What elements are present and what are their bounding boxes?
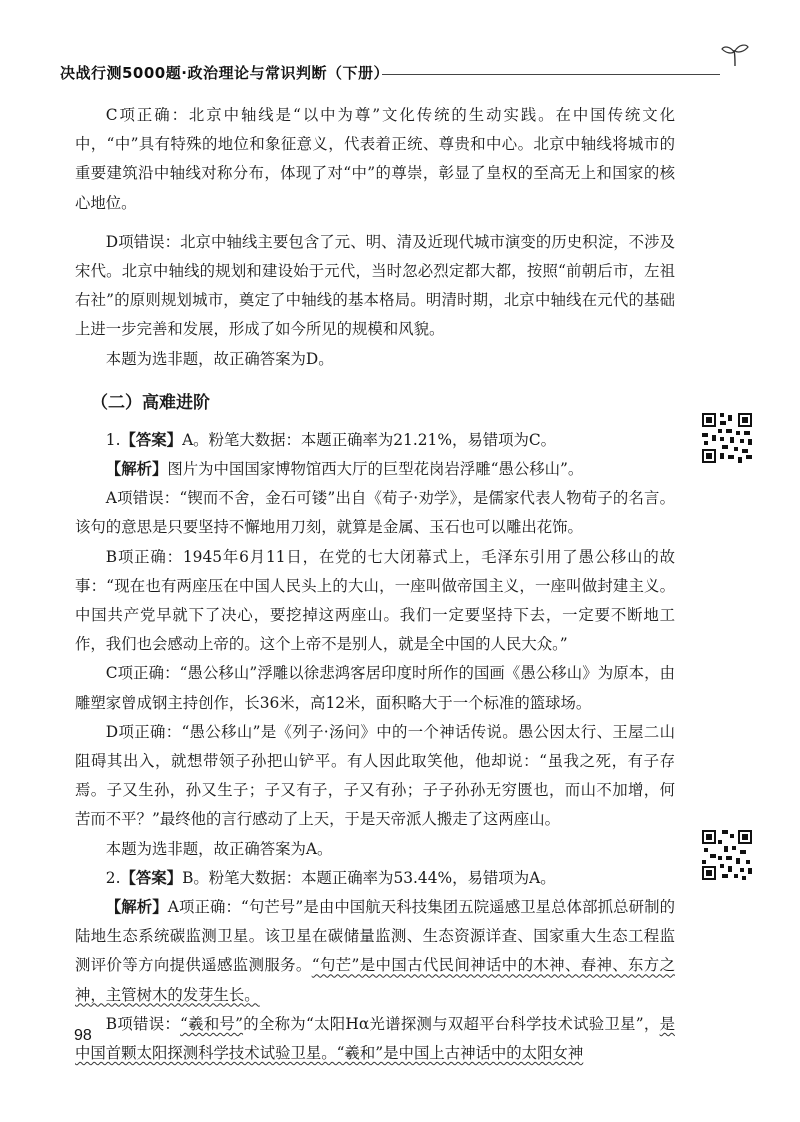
answer-text: B。粉笔大数据：本题正确率为53.44%，易错项为A。 [182,868,556,887]
analysis-label: 【解析】 [105,898,168,917]
question-number: 2. [105,868,121,887]
answer-line [75,426,675,455]
option-b-lead: B项错误： [105,1014,181,1033]
option-paragraph: D项正确：“愚公移山”是《列子·汤问》中的一个神话传说。愚公因太行、王屋二山阻碍其出入，就想带领子孙把山铲平。有人因此取笑他，他却说：“虽我之死，有子存焉。子又生孙，孙又生子；子又有子，子又有孙；子子孙孙无穷匮也，而山不加增，何苦而不平？”最终他的言行感动了上天，于是天帝派人搬走了这两座山。 [75,722,675,829]
answer-text: A。粉笔大数据：本题正确率为21.21%，易错项为C。 [182,430,557,449]
page-number: 98 [74,1027,92,1044]
page-body [75,101,675,1068]
answer-label: 【答案】 [120,430,183,449]
header-title: 决战行测5000题·政治理论与常识判断（下册） [60,64,389,82]
sprout-icon [720,42,750,68]
paragraph: D项错误：北京中轴线主要包含了元、明、清及近现代城市演变的历史积淀，不涉及宋代。北京中轴线的规划和建设始于元代，当时忽必烈定都大都，按照“前朝后市，左祖右社”的原则规划城市，奠定了中轴线的基本格局。明清时期，北京中轴线在元代的基础上进一步完善和发展，形成了如今所见的规模和风貌。 [75,232,675,339]
analysis-line [75,893,675,1010]
answer-label: 【答案】 [120,868,183,887]
option-a-underlined: “句芒”是中国古代民间神话中的木神、春神、东方之神，主管树木的发芽生长。 [75,956,675,1004]
analysis-text: 图片为中国国家博物馆西大厅的巨型花岗岩浮雕“愚公移山”。 [167,460,584,479]
paragraph: 本题为选非题，故正确答案为D。 [105,349,334,368]
paragraph: C项正确：北京中轴线是“以中为尊”文化传统的生动实践。在中国传统文化中，“中”具有特殊的地位和象征意义，代表着正统、尊贵和中心。北京中轴线将城市的重要建筑沿中轴线对称分布，体现了对“中”的尊崇，彰显了皇权的至高无上和国家的核心地位。 [75,106,675,212]
section-title: （二）高难进阶 [91,392,210,413]
option-a-text: A项正确：“句芒号”是由中国航天科技集团五院遥感卫星总体部抓总研制的陆地生态系统碳监测卫星。该卫星在碳储量监测、生态资源详查、国家重大生态工程监测评价等方向提供遥感监测服务。 [75,898,675,975]
option-paragraph: C项正确：“愚公移山”浮雕以徐悲鸿客居印度时所作的国画《愚公移山》为原本，由雕塑家曾成钢主持创作，长36米，高12米，面积略大于一个标准的篮球场。 [75,664,675,712]
option-b-text: 的全称为“太阳Hα光谱探测与双超平台科学技术试验卫星”， [243,1014,660,1033]
option-paragraph: 本题为选非题，故正确答案为A。 [105,839,333,858]
question-number: 1. [105,430,121,449]
option-paragraph: A项错误：“锲而不舍，金石可镂”出自《荀子·劝学》，是儒家代表人物荀子的名言。该句的意思是只要坚持不懈地用刀刻，就算是金属、玉石也可以雕出花饰。 [75,489,675,537]
running-header [60,62,750,86]
option-paragraph: B项正确：1945年6月11日，在党的七大闭幕式上，毛泽东引用了愚公移山的故事：“现在也有两座压在中国人民头上的大山，一座叫做帝国主义，一座叫做封建主义。中国共产党早就下了决心，要挖掉这两座山。我们一定要坚持下去，一定要不断地工作，我们也会感动上帝的。这个上帝不是别人，就是全中国的人民大众。” [75,547,675,654]
option-paragraph [75,1010,675,1068]
analysis-line [75,455,675,484]
qr-code-icon[interactable] [700,828,754,882]
header-rule [382,74,720,75]
answer-line [75,864,675,893]
qr-code-icon[interactable] [700,411,754,465]
option-b-underlined: 是中国首颗太阳探测科学技术试验卫星。“羲和”是中国上古神话中的太阳女神 [75,1014,675,1063]
option-b-underlined: “羲和号” [180,1014,244,1033]
analysis-label: 【解析】 [105,460,168,479]
